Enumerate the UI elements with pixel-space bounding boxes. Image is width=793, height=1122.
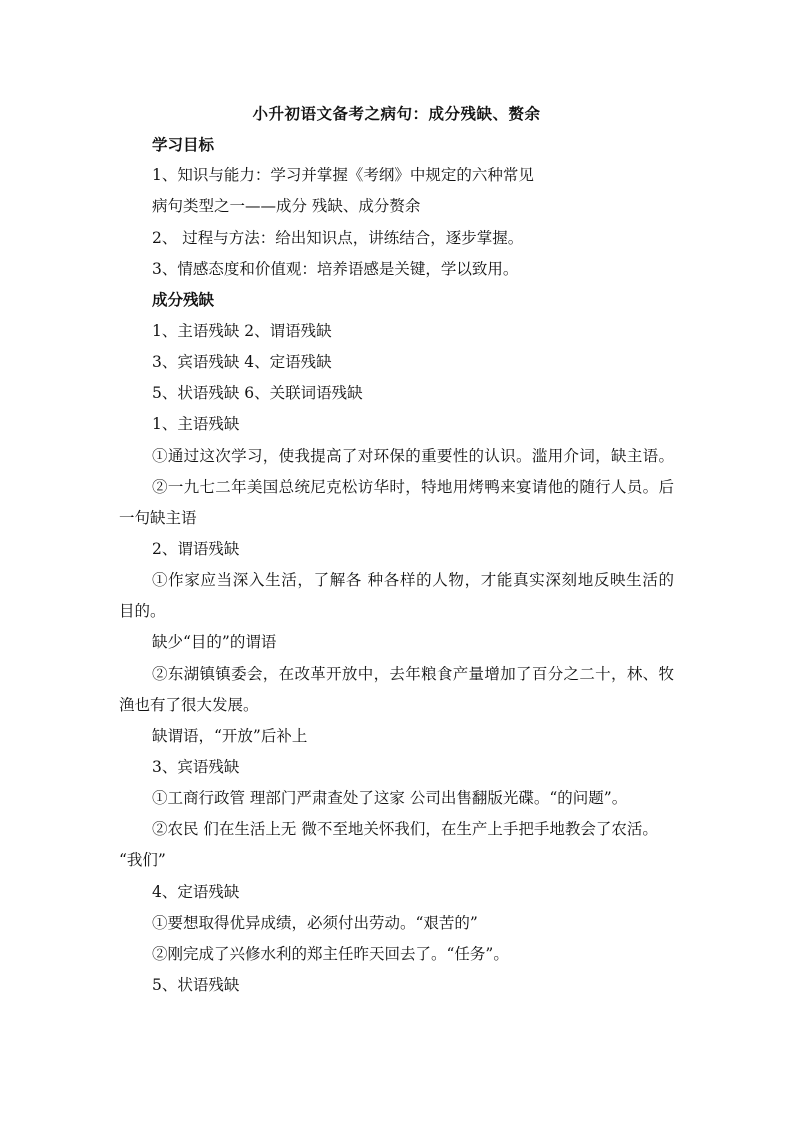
paragraph-line: ②刚完成了兴修水利的郑主任昨天回去了。“任务”。 bbox=[152, 945, 509, 963]
paragraph-line: “我们” bbox=[119, 851, 166, 869]
paragraph-line: 病句类型之一——成分 残缺、成分赘余 bbox=[152, 197, 421, 215]
paragraph-line: ①要想取得优异成绩，必须付出劳动。“艰苦的” bbox=[152, 914, 478, 932]
paragraph-line: 缺少“目的”的谓语 bbox=[152, 633, 277, 651]
paragraph-line: 缺谓语，“开放”后补上 bbox=[152, 727, 308, 745]
paragraph-line: 2、 过程与方法：给出知识点，讲练结合，逐步掌握。 bbox=[152, 229, 524, 247]
paragraph-line: 5、状语残缺 bbox=[152, 976, 240, 994]
section-heading-missing-components: 成分残缺 bbox=[152, 291, 215, 309]
paragraph-line: 5、状语残缺 6、关联词语残缺 bbox=[152, 384, 363, 402]
document-title: 小升初语文备考之病句：成分残缺、赘余 bbox=[252, 105, 541, 123]
paragraph-line: 3、宾语残缺 bbox=[152, 758, 240, 776]
paragraph-line: ②一九七二年美国总统尼克松访华时，特地用烤鸭来宴请他的随行人员。后 bbox=[152, 478, 674, 496]
paragraph-line: 3、宾语残缺 4、定语残缺 bbox=[152, 353, 332, 371]
paragraph-line: 1、主语残缺 bbox=[152, 415, 240, 433]
paragraph-line: 2、谓语残缺 bbox=[152, 540, 240, 558]
paragraph-line: 渔也有了很大发展。 bbox=[119, 696, 259, 714]
paragraph-line: 一句缺主语 bbox=[119, 509, 197, 527]
paragraph-line: ②东湖镇镇委会，在改革开放中，去年粮食产量增加了百分之二十，林、牧 bbox=[152, 665, 674, 683]
paragraph-line: ①作家应当深入生活，了解各 种各样的人物，才能真实深刻地反映生活的 bbox=[152, 571, 674, 589]
paragraph-line: ①工商行政管 理部门严肃查处了这家 公司出售翻版光碟。“的问题”。 bbox=[152, 789, 628, 807]
paragraph-line: 4、定语残缺 bbox=[152, 883, 240, 901]
paragraph-line: 1、主语残缺 2、谓语残缺 bbox=[152, 322, 332, 340]
paragraph-line: ①通过这次学习，使我提高了对环保的重要性的认识。滥用介词，缺主语。 bbox=[152, 447, 674, 465]
paragraph-line: 3、情感态度和价值观：培养语感是关键，学以致用。 bbox=[152, 260, 519, 278]
section-heading-learning-goals: 学习目标 bbox=[152, 136, 215, 154]
paragraph-line: 目的。 bbox=[119, 602, 166, 620]
paragraph-line: ②农民 们在生活上无 微不至地关怀我们，在生产上手把手地教会了农活。 bbox=[152, 820, 658, 838]
paragraph-line: 1、知识与能力：学习并掌握《考纲》中规定的六种常见 bbox=[152, 166, 534, 184]
